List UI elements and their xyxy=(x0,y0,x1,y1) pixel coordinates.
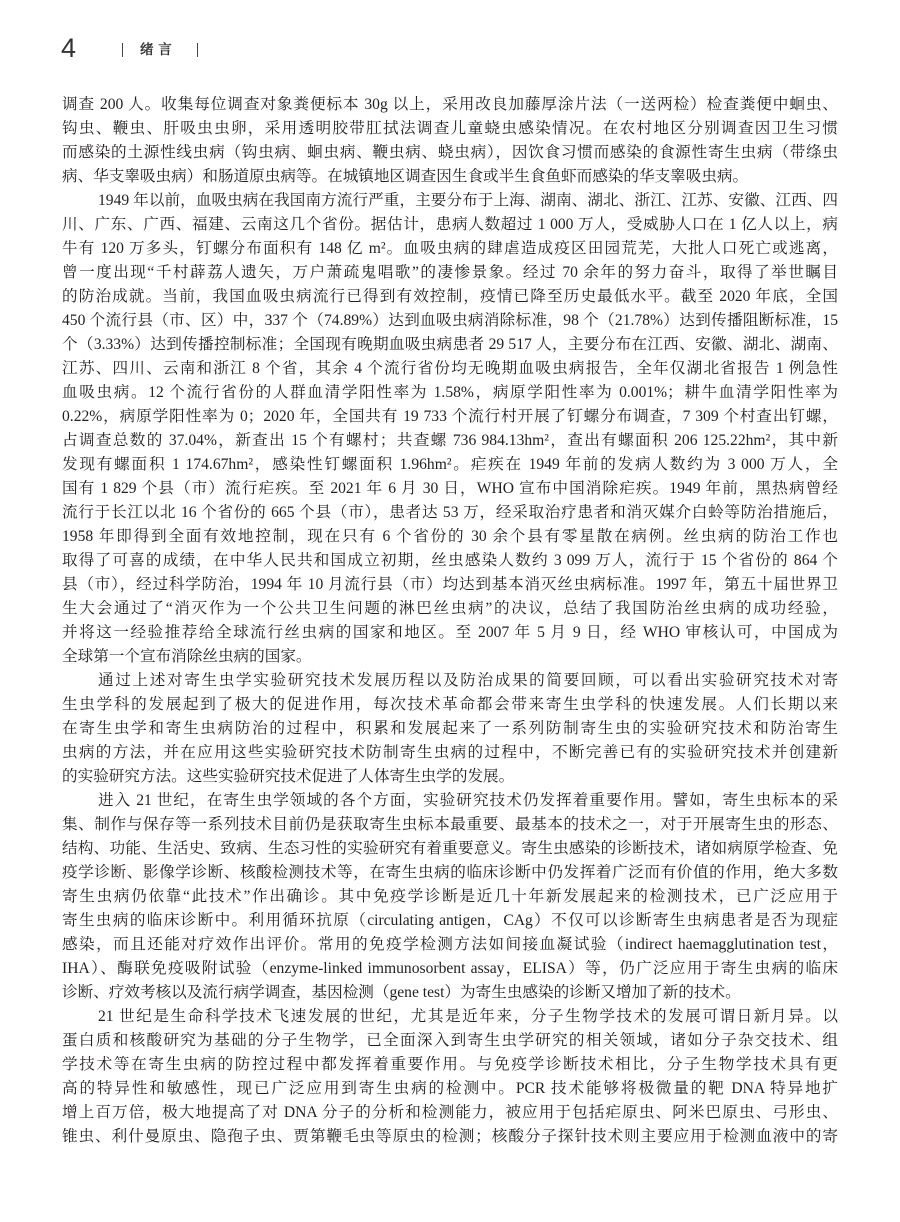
text-line: 450 个流行县（市、区）中，337 个（74.89%）达到血吸虫病消除标准，98 个（21.78%）达到传播阻断标准，15 xyxy=(62,312,838,329)
text-line: 钩虫、鞭虫、肝吸虫虫卵，采用透明胶带肛拭法调查儿童蛲虫感染情况。在农村地区分别调查因卫生习惯 xyxy=(62,120,838,137)
text-line: 病、华支睾吸虫病）和肠道原虫病等。在城镇地区调查因生食或半生食鱼虾而感染的华支睾吸虫病。 xyxy=(62,168,749,185)
text-line: 诊断、疗效考核以及流行病学调查，基因检测（gene test）为寄生虫感染的诊断又增加了新的技术。 xyxy=(62,984,741,1001)
text-line: 的实验研究方法。这些实验研究技术促进了人体寄生虫学的发展。 xyxy=(62,768,515,785)
text-line: 牛有 120 万多头，钉螺分布面积有 148 亿 m²。血吸虫病的肆虐造成疫区田园荒芜，大批人口死亡或逃离， xyxy=(62,240,838,257)
text-line: 在寄生虫学和寄生虫病防治的过程中，积累和发展起来了一系列防制寄生虫的实验研究技术和防治寄生 xyxy=(62,720,838,737)
text-line: 1958 年即得到全面有效地控制，现在只有 6 个省份的 30 余个县有零星散在病例。丝虫病的防治工作也 xyxy=(62,528,838,545)
paragraph xyxy=(62,1005,838,1149)
body-text xyxy=(62,93,838,1149)
text-line: 1949 年以前，血吸虫病在我国南方流行严重，主要分布于上海、湖南、湖北、浙江、江苏、安徽、江西、四 xyxy=(98,192,838,209)
text-line: 曾一度出现“千村薜荔人遗矢，万户萧疏鬼唱歌”的凄惨景象。经过 70 余年的努力奋斗，取得了举世瞩目 xyxy=(62,264,838,281)
text-line: 占调查总数的 37.04%，新查出 15 个有螺村；共查螺 736 984.13hm²，查出有螺面积 206 125.22hm²，其中新 xyxy=(62,432,838,449)
text-line: 结构、功能、生活史、致病、生态习性的实验研究有着重要意义。寄生虫感染的诊断技术，诸如病原学检查、免 xyxy=(62,840,838,857)
text-line: 流行于长江以北 16 个省份的 665 个县（市），患者达 53 万，经采取治疗患者和消灭媒介白蛉等防治措施后， xyxy=(62,504,838,521)
text-line: IHA）、酶联免疫吸附试验（enzyme-linked immunosorbent assay，ELISA）等，仍广泛应用于寄生虫病的临床 xyxy=(62,960,838,977)
paragraph xyxy=(62,789,838,1005)
text-line: 高的特异性和敏感性，现已广泛应用到寄生虫病的检测中。PCR 技术能够将极微量的靶 DNA 特异地扩 xyxy=(62,1080,838,1097)
text-line: 寄生虫病的临床诊断中。利用循环抗原（circulating antigen，CAg）不仅可以诊断寄生虫病患者是否为现症 xyxy=(62,912,838,929)
paragraph xyxy=(62,669,838,789)
paragraph xyxy=(62,189,838,669)
text-line: 蛋白质和核酸研究为基础的分子生物学，已全面深入到寄生虫学研究的相关领域，诸如分子杂交技术、组 xyxy=(62,1032,838,1049)
text-line: 生虫学科的发展起到了极大的促进作用，每次技术革命都会带来寄生虫学科的快速发展。人们长期以来 xyxy=(62,696,838,713)
text-line: 学技术等在寄生虫病的防控过程中都发挥着重要作用。与免疫学诊断技术相比，分子生物学技术具有更 xyxy=(62,1056,838,1073)
text-line: 川、广东、广西、福建、云南这几个省份。据估计，患病人数超过 1 000 万人，受威胁人口在 1 亿人以上，病 xyxy=(62,216,838,233)
text-line: 感染，而且还能对疗效作出评价。常用的免疫学检测方法如间接血凝试验（indirect haemagglutination test， xyxy=(62,936,838,953)
text-line: 生大会通过了“消灭作为一个公共卫生问题的淋巴丝虫病”的决议，总结了我国防治丝虫病的成功经验， xyxy=(62,600,838,617)
text-line: 发现有螺面积 1 174.67hm²，感染性钉螺面积 1.96hm²。疟疾在 1949 年前的发病人数约为 3 000 万人，全 xyxy=(62,456,838,473)
text-line: 个（3.33%）达到传播控制标准；全国现有晚期血吸虫病患者 29 517 人，主要分布在江西、安徽、湖北、湖南、 xyxy=(62,336,838,353)
text-line: 虫病的方法，并在应用这些实验研究技术防制寄生虫病的过程中，不断完善已有的实验研究技术并创建新 xyxy=(62,744,838,761)
text-line: 县（市），经过科学防治，1994 年 10 月流行县（市）均达到基本消灭丝虫病标准。1997 年，第五十届世界卫 xyxy=(62,576,838,593)
text-line: 0.22%，病原学阳性率为 0；2020 年，全国共有 19 733 个流行村开展了钉螺分布调查，7 309 个村查出钉螺， xyxy=(62,408,838,425)
text-line: 增上百万倍，极大地提高了对 DNA 分子的分析和检测能力，被应用于包括疟原虫、阿米巴原虫、弓形虫、 xyxy=(62,1104,838,1121)
text-line: 调查 200 人。收集每位调查对象粪便标本 30g 以上，采用改良加藤厚涂片法（一送两检）检查粪便中蛔虫、 xyxy=(62,96,838,113)
text-line: 血吸虫病。12 个流行省份的人群血清学阳性率为 1.58%，病原学阳性率为 0.001%；耕牛血清学阳性率为 xyxy=(62,384,838,401)
page-number: 4 xyxy=(61,33,77,63)
text-line: 全球第一个宣布消除丝虫病的国家。 xyxy=(62,648,312,665)
text-line: 的防治成就。当前，我国血吸虫病流行已得到有效控制，疫情已降至历史最低水平。截至 2020 年底，全国 xyxy=(62,288,838,305)
text-line: 国有 1 829 个县（市）流行疟疾。至 2021 年 6 月 30 日，WHO 宣布中国消除疟疾。1949 年前，黑热病曾经 xyxy=(62,480,838,497)
paragraph xyxy=(62,93,838,189)
text-line: 21 世纪是生命科学技术飞速发展的世纪，尤其是近年来，分子生物学技术的发展可谓日新月异。以 xyxy=(98,1008,838,1025)
text-line: 锥虫、利什曼原虫、隐孢子虫、贾第鞭毛虫等原虫的检测；核酸分子探针技术则主要应用于检测血液中的寄 xyxy=(62,1128,838,1145)
text-line: 而感染的土源性线虫病（钩虫病、蛔虫病、鞭虫病、蛲虫病），因饮食习惯而感染的食源性寄生虫病（带绦虫 xyxy=(62,144,838,161)
text-line: 进入 21 世纪，在寄生虫学领域的各个方面，实验研究技术仍发挥着重要作用。譬如，寄生虫标本的采 xyxy=(98,792,838,809)
text-line: 寄生虫病仍依靠“此技术”作出确诊。其中免疫学诊断是近几十年新发展起来的检测技术，已广泛应用于 xyxy=(62,888,838,905)
text-line: 江苏、四川、云南和浙江 8 个省，其余 4 个流行省份均无晚期血吸虫病报告，全年仅湖北省报告 1 例急性 xyxy=(62,360,838,377)
text-line: 集、制作与保存等一系列技术目前仍是获取寄生虫标本最重要、最基本的技术之一，对于开展寄生虫的形态、 xyxy=(62,816,838,833)
text-line: 并将这一经验推荐给全球流行丝虫病的国家和地区。至 2007 年 5 月 9 日，经 WHO 审核认可，中国成为 xyxy=(62,624,838,641)
text-line: 取得了可喜的成绩，在中华人民共和国成立初期，丝虫感染人数约 3 099 万人，流行于 15 个省份的 864 个 xyxy=(62,552,838,569)
text-line: 疫学诊断、影像学诊断、核酸检测技术等，在寄生虫病的临床诊断中仍发挥着广泛而有价值的作用，绝大多数 xyxy=(62,864,838,881)
text-line: 通过上述对寄生虫学实验研究技术发展历程以及防治成果的简要回顾，可以看出实验研究技术对寄 xyxy=(98,672,838,689)
section-title: 绪 言 xyxy=(140,42,172,58)
header-divider xyxy=(122,43,123,57)
header-divider xyxy=(197,43,198,57)
